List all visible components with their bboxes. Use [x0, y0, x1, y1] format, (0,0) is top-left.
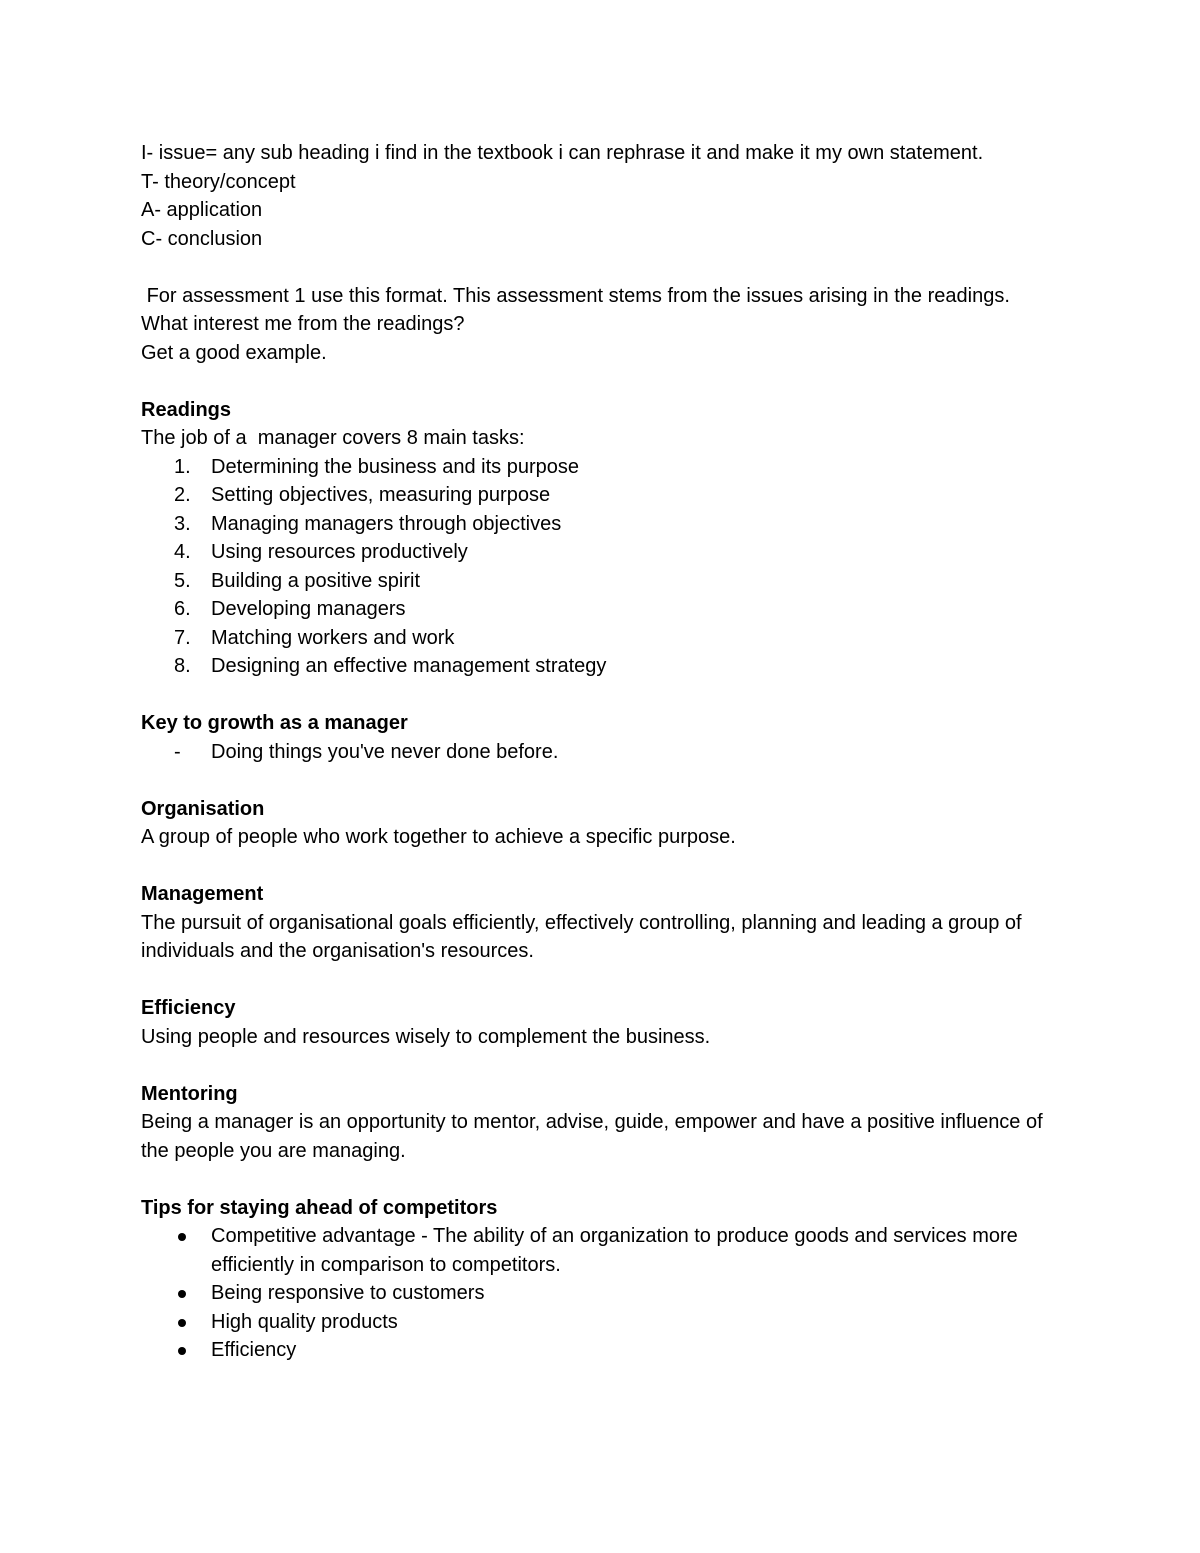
itac-legend: [141, 139, 1061, 253]
document-body: [141, 139, 1061, 1365]
assessment-question: What interest me from the readings?: [141, 313, 465, 335]
list-item-text: Managing managers through objectives: [211, 512, 562, 535]
itac-application-line: A- application: [141, 199, 263, 221]
mentoring-heading: Mentoring: [141, 1082, 238, 1105]
organisation-heading: Organisation: [141, 797, 265, 820]
list-item: [141, 1336, 1061, 1365]
list-number: 2.: [174, 484, 191, 506]
organisation-section: [141, 795, 1061, 852]
list-number: 3.: [174, 512, 191, 535]
list-number: 6.: [174, 598, 191, 620]
assessment-tip: Get a good example.: [141, 341, 327, 364]
list-item-text: High quality products: [211, 1310, 398, 1333]
list-number: 5.: [174, 569, 191, 592]
bullet-icon: [178, 1319, 186, 1327]
list-item-text: Being responsive to customers: [211, 1282, 485, 1304]
itac-conclusion-line: C- conclusion: [141, 227, 263, 250]
growth-list: [141, 738, 1061, 767]
list-item-text: Using resources productively: [211, 541, 468, 563]
list-item: [141, 453, 1061, 482]
list-item: [141, 1222, 1061, 1279]
list-item-text: Matching workers and work: [211, 626, 455, 649]
list-item: [141, 738, 1061, 767]
efficiency-definition: Using people and resources wisely to complement the business.: [141, 1025, 711, 1048]
spacer: [141, 253, 1061, 282]
management-definition: The pursuit of organisational goals efficiently, effectively controlling, planning and leading a group of individuals and the organisation's resources.: [141, 911, 1028, 962]
list-item: [141, 538, 1061, 567]
bullet-icon: [178, 1233, 186, 1241]
itac-theory-line: T- theory/concept: [141, 170, 296, 193]
spacer: [141, 367, 1061, 396]
tips-list: [141, 1222, 1061, 1365]
readings-intro: The job of a manager covers 8 main tasks:: [141, 427, 525, 449]
assessment-format-note: For assessment 1 use this format. This assessment stems from the issues arising in the readings.: [141, 284, 1010, 307]
bullet-icon: [178, 1347, 186, 1355]
bullet-icon: [178, 1290, 186, 1298]
list-item: [141, 510, 1061, 539]
list-item: [141, 652, 1061, 681]
list-item-text: Competitive advantage - The ability of an organization to produce goods and services more efficiently in comparison to competitors.: [211, 1225, 1018, 1276]
list-item-text: Designing an effective management strategy: [211, 655, 607, 677]
management-heading: Management: [141, 883, 264, 905]
management-section: [141, 880, 1061, 966]
list-item: [141, 1308, 1061, 1337]
spacer: [141, 1165, 1061, 1194]
growth-section: [141, 709, 1061, 766]
list-item-text: Doing things you've never done before.: [211, 740, 559, 763]
dash-marker: -: [174, 740, 181, 763]
spacer: [141, 852, 1061, 881]
assessment-notes: [141, 282, 1061, 368]
growth-heading: Key to growth as a manager: [141, 712, 408, 734]
efficiency-heading: Efficiency: [141, 997, 236, 1019]
manager-tasks-list: [141, 453, 1061, 681]
list-item: [141, 481, 1061, 510]
mentoring-section: [141, 1080, 1061, 1166]
list-item-text: Setting objectives, measuring purpose: [211, 484, 551, 506]
list-number: 4.: [174, 541, 191, 563]
spacer: [141, 966, 1061, 995]
readings-heading: Readings: [141, 398, 232, 421]
list-number: 1.: [174, 455, 191, 478]
list-item: [141, 567, 1061, 596]
list-item-text: Efficiency: [211, 1339, 297, 1361]
efficiency-section: [141, 994, 1061, 1051]
list-item: [141, 1279, 1061, 1308]
organisation-definition: A group of people who work together to achieve a specific purpose.: [141, 826, 736, 848]
spacer: [141, 1051, 1061, 1080]
list-item: [141, 595, 1061, 624]
list-number: 7.: [174, 626, 191, 649]
tips-section: [141, 1194, 1061, 1365]
tips-heading: Tips for staying ahead of competitors: [141, 1196, 498, 1219]
list-item-text: Building a positive spirit: [211, 569, 420, 592]
list-item-text: Developing managers: [211, 598, 406, 620]
list-item: [141, 624, 1061, 653]
spacer: [141, 681, 1061, 710]
readings-section: [141, 396, 1061, 681]
mentoring-definition: Being a manager is an opportunity to mentor, advise, guide, empower and have a positive influence of the people you are managing.: [141, 1111, 1049, 1162]
list-number: 8.: [174, 655, 191, 677]
spacer: [141, 766, 1061, 795]
itac-issue-line: I- issue= any sub heading i find in the textbook i can rephrase it and make it my own statement.: [141, 142, 984, 164]
list-item-text: Determining the business and its purpose: [211, 455, 579, 478]
